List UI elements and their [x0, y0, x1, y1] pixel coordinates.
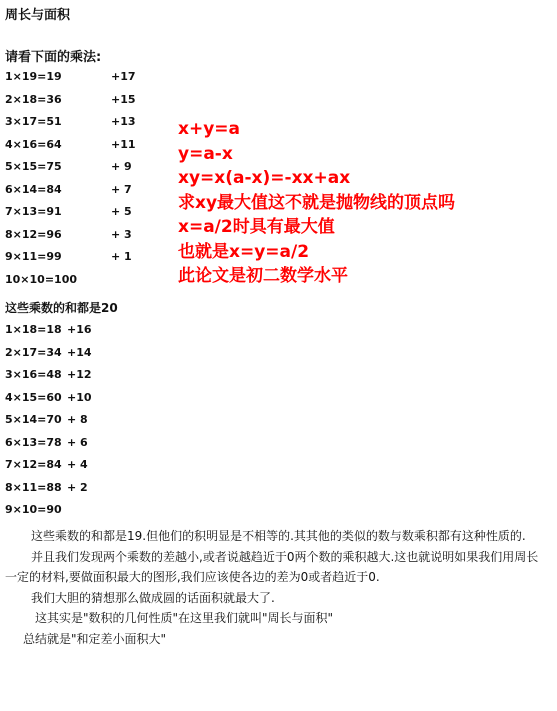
note-line: x=a/2时具有最大值: [178, 217, 335, 237]
intro-text: 请看下面的乘法:: [5, 50, 102, 65]
equation: 10×10=100: [5, 272, 78, 286]
difference: +15: [111, 92, 136, 106]
note-line: 也就是x=y=a/2: [178, 241, 310, 262]
equation-row: [5, 246, 205, 269]
equation: 1×18=18: [5, 323, 62, 336]
handwritten-notes: [178, 117, 455, 289]
equation: 4×15=60: [5, 390, 62, 404]
difference: + 6: [67, 435, 88, 449]
equation-row: [5, 342, 205, 365]
paragraph: 这些乘数的和都是19.但他们的积明显是不相等的.其其他的类似的数与数乘积都有这种性质的.: [31, 529, 526, 543]
equation: 7×12=84: [5, 458, 62, 471]
equation: 9×10=90: [5, 503, 62, 516]
equation-row: [5, 387, 205, 410]
equation-row: [5, 111, 205, 134]
equation: 3×16=48: [5, 368, 62, 381]
difference: + 5: [111, 205, 132, 218]
equation: 9×11=99: [5, 250, 62, 263]
difference: +12: [67, 368, 92, 381]
equation-row: [5, 201, 205, 224]
equation-row: [5, 89, 205, 112]
equation-row: [5, 319, 205, 342]
equation: 8×12=96: [5, 227, 62, 241]
difference: + 9: [111, 160, 132, 173]
difference: +14: [67, 345, 92, 359]
equation: 6×14=84: [5, 182, 62, 196]
equation: 1×19=19: [5, 70, 62, 83]
equation: 2×17=34: [5, 345, 62, 359]
difference: + 3: [111, 227, 132, 241]
equation: 8×11=88: [5, 480, 62, 494]
equation: 3×17=51: [5, 115, 62, 128]
note-line: 求xy最大值这不就是抛物线的顶点吗: [178, 192, 456, 213]
equation: 6×13=78: [5, 435, 62, 449]
difference: + 2: [67, 480, 88, 494]
difference: +17: [111, 70, 136, 83]
equation-row: [5, 179, 205, 202]
note-line: x+y=a: [178, 119, 241, 139]
note-line: xy=x(a-x)=-xx+ax: [178, 168, 351, 188]
body-text: [5, 526, 550, 649]
page-title: 周长与面积: [5, 8, 71, 23]
equation-row: [5, 432, 205, 455]
equation-row: [5, 364, 205, 387]
equation: 2×18=36: [5, 92, 62, 106]
difference: +16: [67, 323, 92, 336]
difference: +11: [111, 137, 136, 151]
multiplication-list-sum-20: [5, 66, 205, 291]
difference: + 4: [67, 458, 88, 471]
difference: + 8: [67, 413, 88, 426]
difference: + 1: [111, 250, 132, 263]
difference: +13: [111, 115, 136, 128]
paragraph: 并且我们发现两个乘数的差越小,或者说越趋近于0两个数的乘积越大.这也就说明如果我们用周长一定的材料,要做面积最大的图形,我们应该使各边的差为0或者趋近于0.: [5, 549, 539, 584]
equation: 5×15=75: [5, 160, 62, 173]
note-line: 此论文是初二数学水平: [178, 266, 348, 286]
section-heading: 这些乘数的和都是20: [5, 301, 118, 315]
equation-row: [5, 477, 205, 500]
difference: + 7: [111, 182, 132, 196]
equation: 4×16=64: [5, 137, 62, 151]
equation-row: [5, 269, 205, 292]
note-line: y=a-x: [178, 143, 233, 164]
equation-row: [5, 499, 205, 522]
paragraph: 我们大胆的猜想那么做成圆的话面积就最大了.: [31, 590, 275, 605]
equation-row: [5, 409, 205, 432]
equation-row: [5, 134, 205, 157]
equation-row: [5, 156, 205, 179]
difference: +10: [67, 390, 92, 404]
equation-row: [5, 224, 205, 247]
paragraph: 这其实是"数积的几何性质"在这里我们就叫"周长与面积": [35, 611, 334, 625]
equation-row: [5, 66, 205, 89]
multiplication-list-sum-19: [5, 319, 205, 522]
equation: 7×13=91: [5, 205, 62, 218]
equation-row: [5, 454, 205, 477]
paragraph: 总结就是"和定差小面积大": [23, 631, 167, 646]
equation: 5×14=70: [5, 413, 62, 426]
